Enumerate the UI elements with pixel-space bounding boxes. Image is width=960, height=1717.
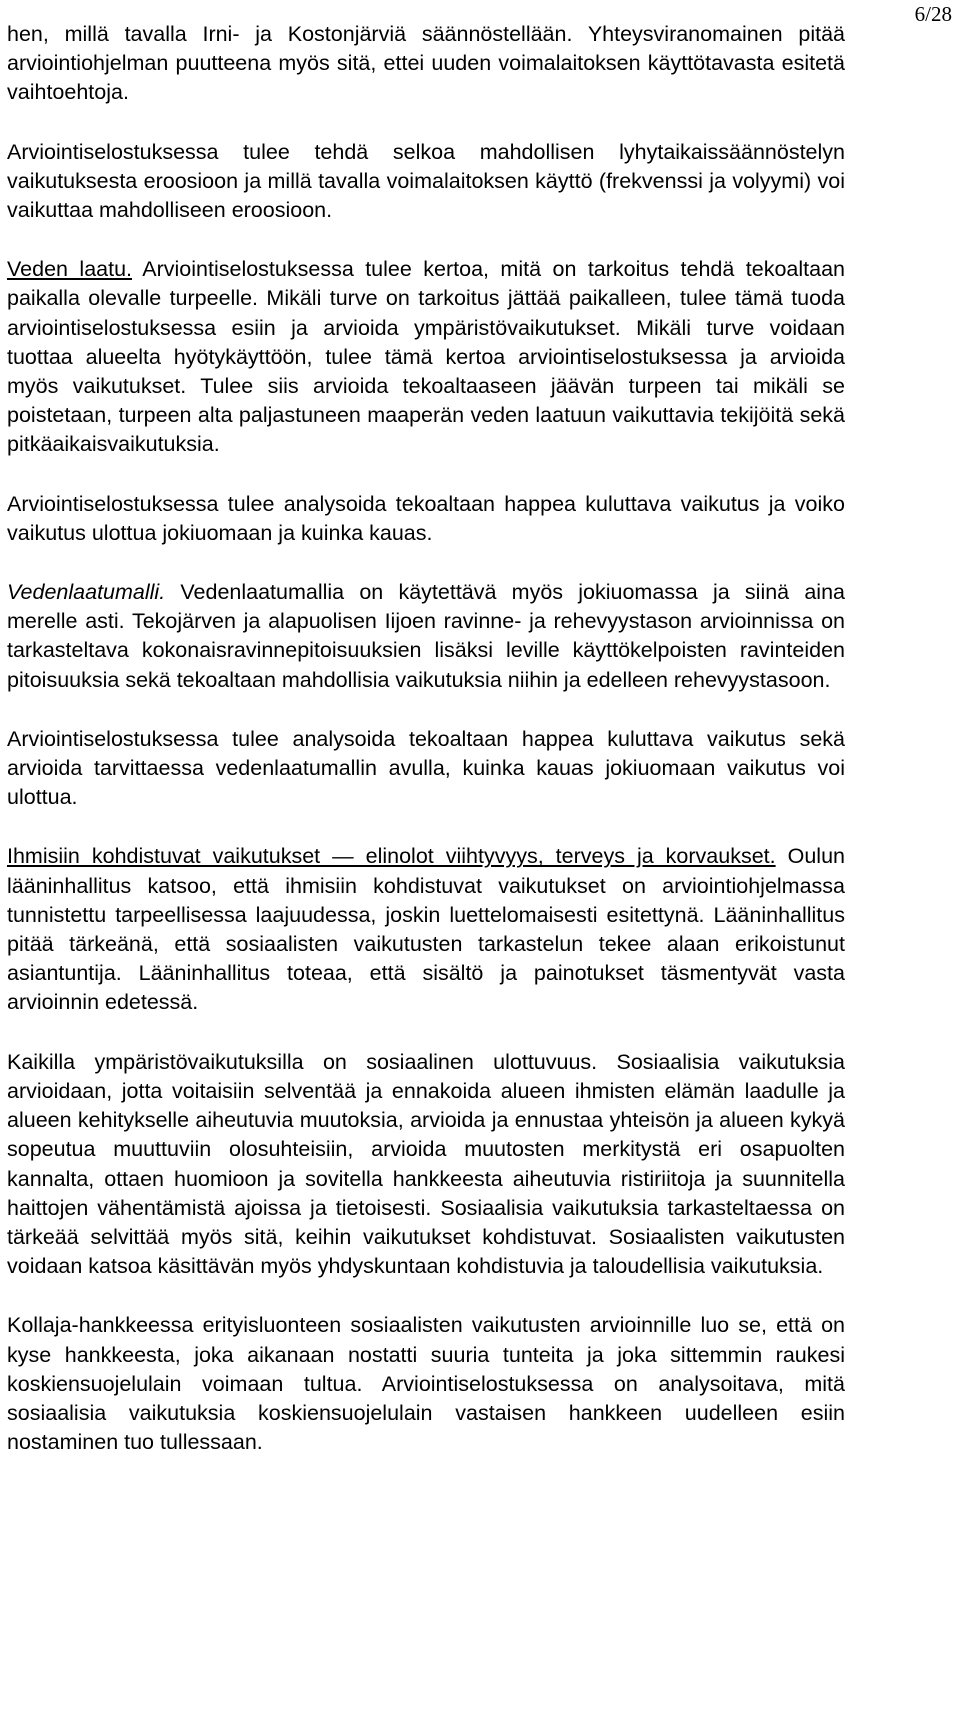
paragraph-text: Arviointiselostuksessa tulee kertoa, mitä on tarkoitus tehdä tekoaltaan paikalla olevalle turpeelle. Mikäli turve on tarkoitus jättää paikalleen, tulee tämä tuoda arviointiselostuksessa esiin ja arvioida ympäristövaikutukset. Mikäli turve voidaan tuottaa alueelta hyötykäyttöön, tulee tämä kertoa arviointiselostuksessa ja arvioida myös vaikutukset. Tulee siis arvioida tekoaltaaseen jäävän turpeen tai mikäli se poistetaan, turpeen alta paljastuneen maaperän veden laatuun vaikuttavia tekijöitä sekä pitkäaikaisvaikutuksia. (7, 257, 845, 457)
paragraph-text: Vedenlaatumallia on käytettävä myös jokiuomassa ja siinä aina merelle asti. Tekojärven ja alapuolisen Iijoen ravinne- ja rehevyystason arvioinnissa on tarkasteltava kokonaisravinnepitoisuuksien lisäksi leville käyttökelpoisten ravinteiden pitoisuuksia sekä tekoaltaan mahdollisia vaikutuksia niihin ja edelleen rehevyystasoon. (7, 580, 845, 692)
paragraph-text: Arviointiselostuksessa tulee analysoida tekoaltaan happea kuluttava vaikutus ja voiko vaikutus ulottua jokiuomaan ja kuinka kauas. (7, 491, 845, 545)
paragraph (7, 725, 845, 813)
page-number: 6/28 (914, 2, 952, 26)
paragraph (7, 138, 845, 226)
paragraph-vedenlaatumalli (7, 578, 845, 695)
paragraph-text: Kollaja-hankkeessa erityisluonteen sosiaalisten vaikutusten arvioinnille luo se, että on kyse hankkeesta, joka aikanaan nostatti suuria tunteita ja joka sittemmin raukesi koskiensuojelulain voimaan tultua. Arviointiselostuksessa on analysoitava, mitä sosiaalisia vaikutuksia koskiensuojelulain vastaisen hankkeen uudelleen esiin nostaminen tuo tullessaan. (7, 1313, 845, 1455)
paragraph-text: Oulun lääninhallitus katsoo, että ihmisiin kohdistuvat vaikutukset on arviointiohjelmassa tunnistettu tarpeellisessa laajuudessa, joskin luettelomaisesti esitettynä. Lääninhallitus pitää tärkeänä, että sosiaalisten vaikutusten tarkastelun tekee alaan erikoistunut asiantuntija. Lääninhallitus toteaa, että sisältö ja painotukset täsmentyvät vasta arvioinnin edetessä. (7, 844, 845, 1015)
paragraph-text: hen, millä tavalla Irni- ja Kostonjärviä säännöstellään. Yhteysviranomainen pitää arviointiohjelman puutteena myös sitä, ettei uuden voimalaitoksen käyttötavasta esitetä vaihtoehtoja. (7, 22, 845, 105)
paragraph-ihmisiin-kohdistuvat (7, 842, 845, 1017)
paragraph (7, 1311, 845, 1457)
paragraph-text: Arviointiselostuksessa tulee analysoida tekoaltaan happea kuluttava vaikutus sekä arvioida tarvittaessa vedenlaatumallin avulla, kuinka kauas jokiuomaan vaikutus voi ulottua. (7, 726, 845, 810)
document-body (7, 20, 845, 1457)
paragraph (7, 1048, 845, 1282)
paragraph-text: Arviointiselostuksessa tulee tehdä selkoa mahdollisen lyhytaikaissäännöstelyn vaikutuksesta eroosioon ja millä tavalla voimalaitoksen käyttö (frekvenssi ja volyymi) voi vaikuttaa mahdolliseen eroosioon. (7, 139, 845, 223)
paragraph-veden-laatu (7, 255, 845, 459)
section-heading: Vedenlaatumalli. (7, 580, 166, 605)
paragraph-text: Kaikilla ympäristövaikutuksilla on sosiaalinen ulottuvuus. Sosiaalisia vaikutuksia arvioidaan, jotta voitaisiin selventää ja ennakoida alueen ihmisten elämän laadulle ja alueen kehitykselle aiheutuvia muutoksia, arvioida ja ennustaa yhteisön ja alueen kykyä sopeutua muuttuviin olosuhteisiin, arvioida muutosten merkitystä eri osapuolten kannalta, ottaen huomioon ja sovitella hankkeesta aiheutuvia ristiriitoja ja suunnitella haittojen vähentämistä ajoissa ja tietoisesti. Sosiaalisia vaikutuksia tarkasteltaessa on tärkeää selvittää myös sitä, keihin vaikutukset kohdistuvat. Sosiaalisten vaikutusten voidaan katsoa käsittävän myös yhdyskuntaan kohdistuvia ja taloudellisia vaikutuksia. (7, 1049, 845, 1279)
paragraph (7, 490, 845, 548)
paragraph (7, 20, 845, 108)
section-heading: Ihmisiin kohdistuvat vaikutukset — elinolot viihtyvyys, terveys ja korvaukset. (7, 844, 776, 869)
section-heading: Veden laatu. (7, 257, 133, 282)
